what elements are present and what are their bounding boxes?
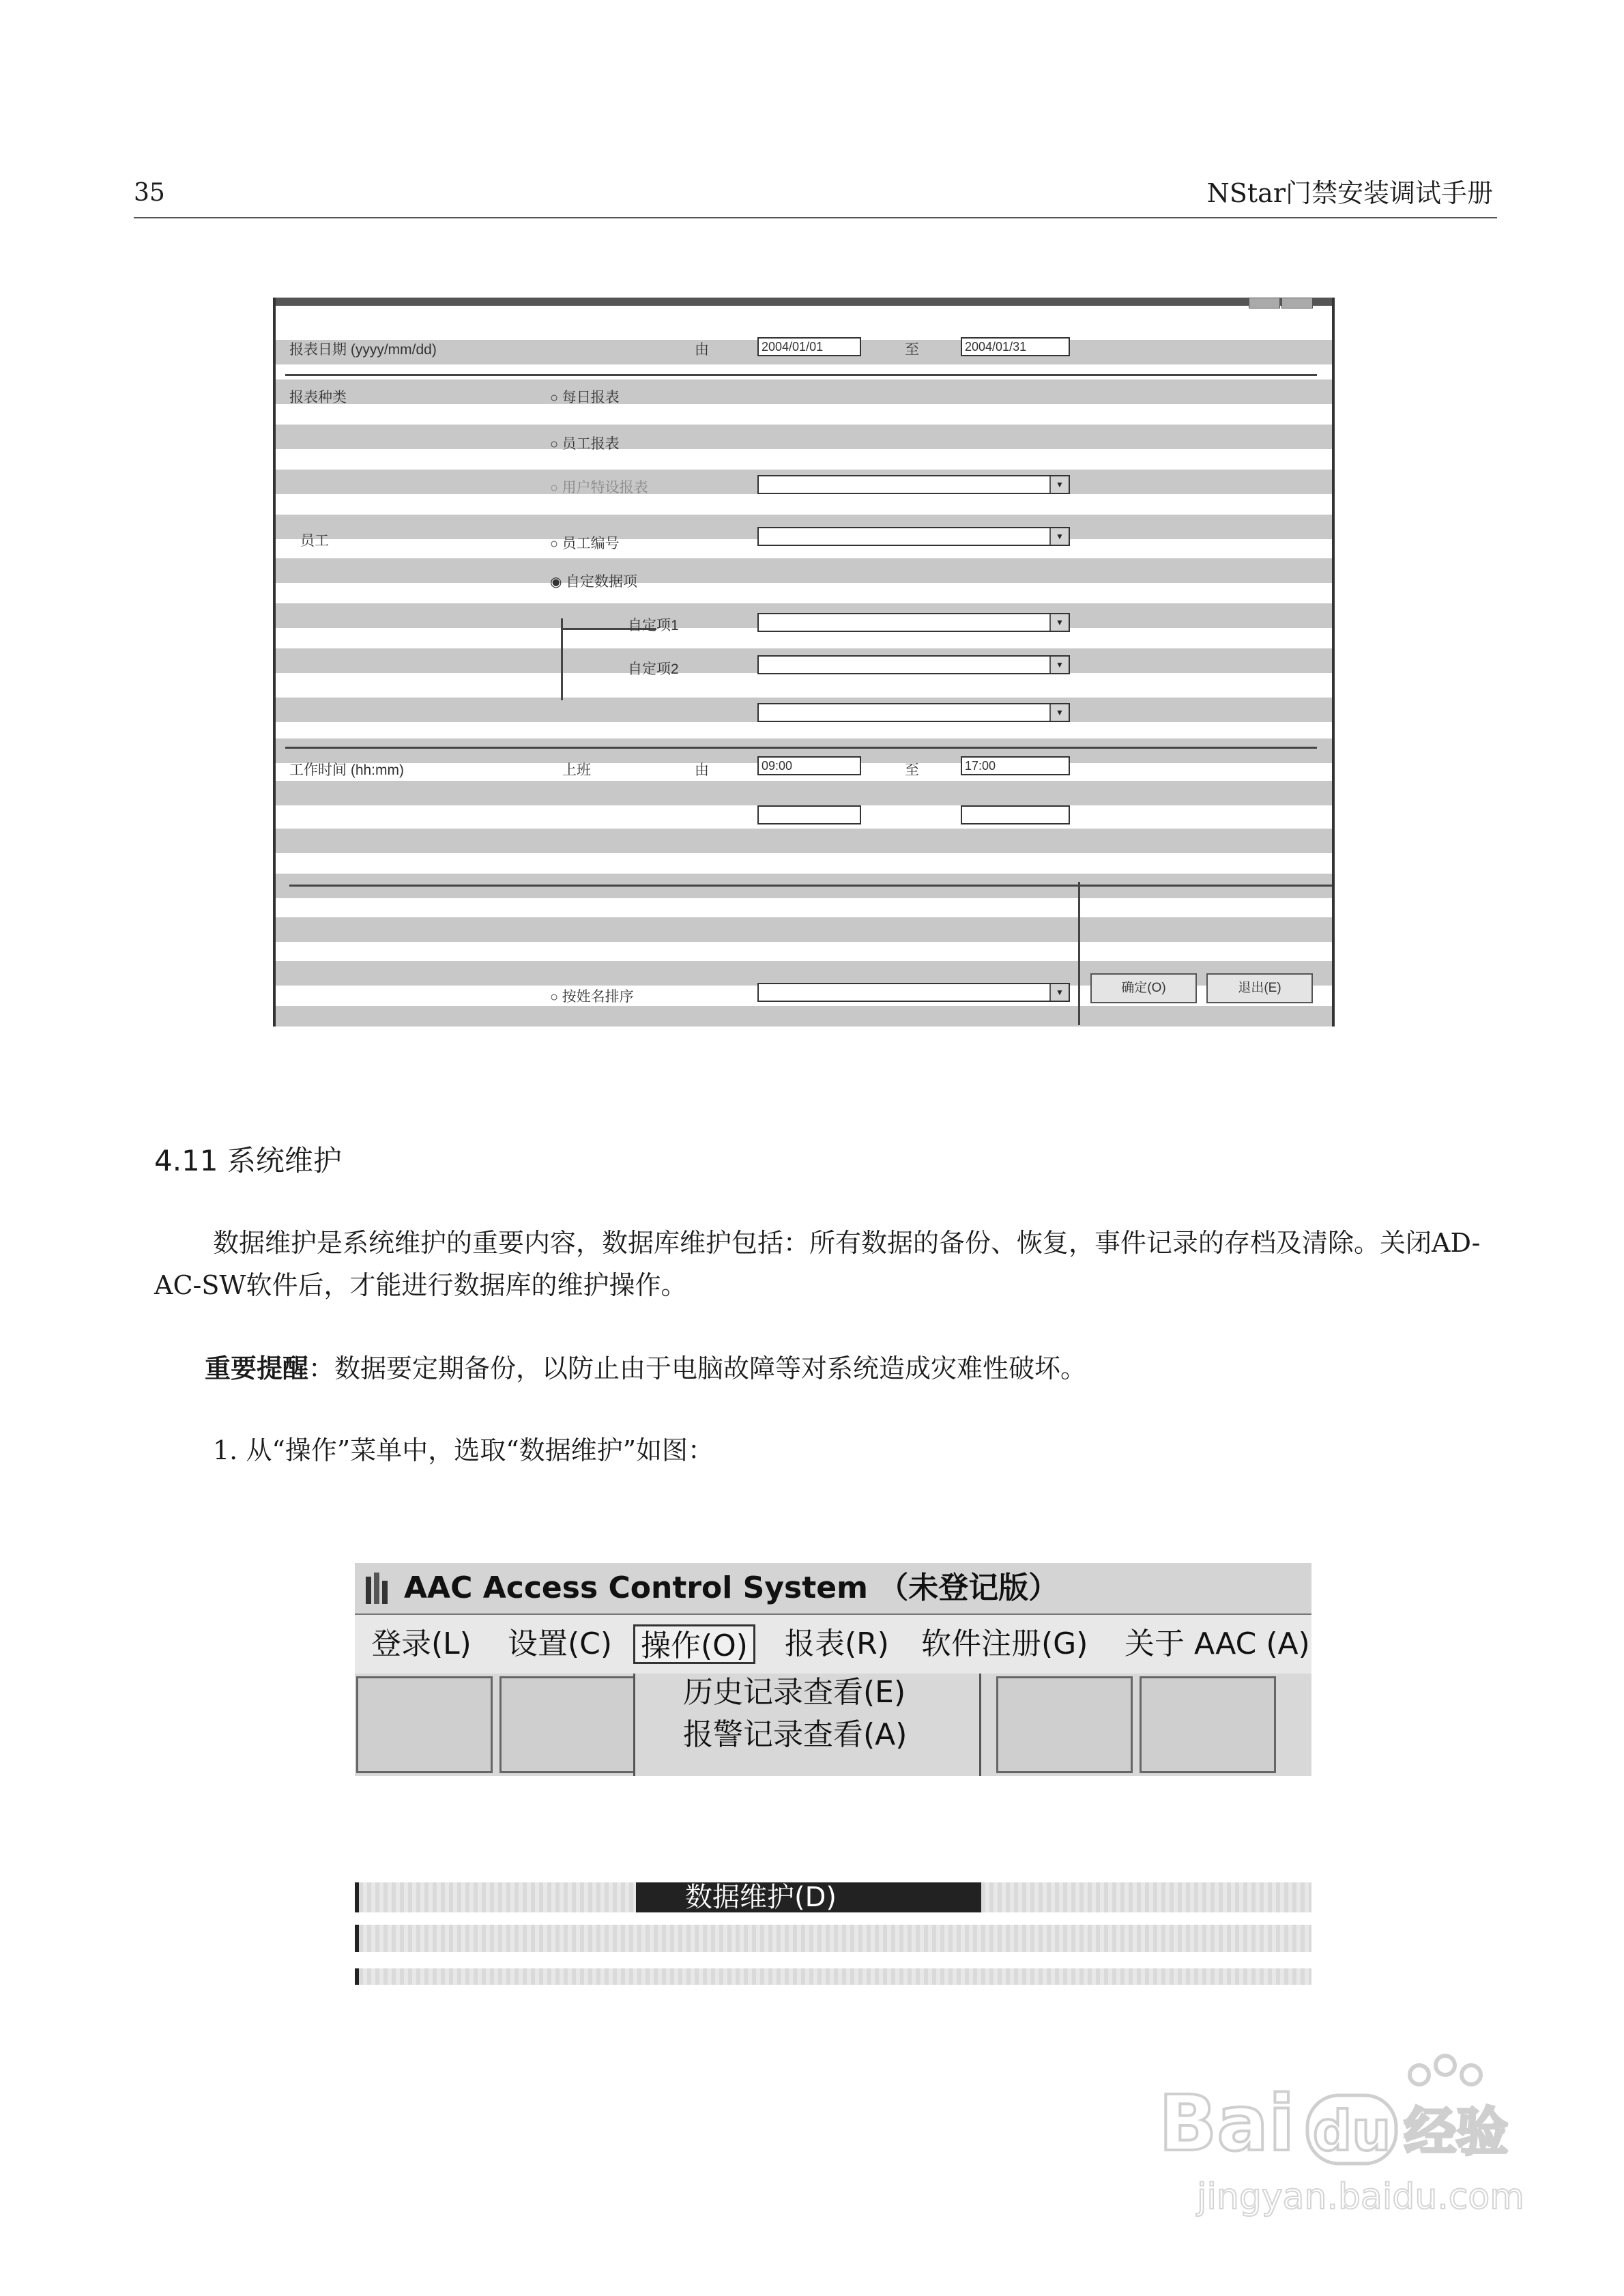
baidu-jingyan-watermark	[1152, 2048, 1534, 2225]
scan-stripe	[276, 1006, 1332, 1027]
chevron-down-icon: ▼	[1049, 476, 1069, 493]
window-title: AAC Access Control System （未登记版）	[404, 1570, 1059, 1605]
menu-registration[interactable]: 软件注册(G)	[921, 1626, 1088, 1661]
type-group-label: 报表种类	[289, 390, 347, 405]
svg-text:du: du	[1313, 2099, 1391, 2163]
scan-stripe	[276, 781, 1332, 805]
radio-icon: ○	[550, 390, 562, 405]
svg-text:jingyan.baidu.com: jingyan.baidu.com	[1197, 2177, 1524, 2218]
important-note	[205, 1347, 1488, 1390]
svg-text:Bai: Bai	[1159, 2080, 1295, 2168]
work-from-label: 由	[695, 762, 709, 778]
page-number: 35	[134, 179, 165, 207]
aac-menu-screenshot	[355, 1563, 1311, 1990]
note-text: ：数据要定期备份，以防止由于电脑故障等对系统造成灾难性破坏。	[308, 1353, 1087, 1383]
from-date-input[interactable]: 2004/01/01	[757, 337, 861, 356]
radio-icon: ○	[550, 536, 562, 551]
period-label: 报表日期 (yyyy/mm/dd)	[289, 342, 437, 358]
scan-gap	[355, 1776, 1311, 1882]
section-paragraph: 数据维护是系统维护的重要内容，数据库维护包括：所有数据的备份、恢复，事件记录的存档及清除。关闭AD-AC-SW软件后，才能进行数据库的维护操作。	[154, 1228, 1481, 1300]
operation-dropdown-menu	[633, 1674, 981, 1776]
menu-settings[interactable]: 设置(C)	[508, 1626, 613, 1661]
radio-icon: ○	[550, 480, 562, 496]
custom-field-1-label: 自定项1	[628, 618, 679, 633]
work-label: 上班	[562, 762, 591, 778]
custom-field-3-select[interactable]	[757, 703, 1070, 722]
work-to-input[interactable]: 17:00	[961, 756, 1070, 775]
tree-connector	[561, 618, 563, 700]
scan-band	[355, 1925, 1311, 1952]
exit-button[interactable]: 退出(E)	[1206, 973, 1313, 1003]
menu-about[interactable]: 关于 AAC (A)	[1125, 1626, 1310, 1661]
scan-stripe	[276, 917, 1332, 942]
menu-item-history[interactable]: 历史记录查看(E)	[683, 1675, 906, 1710]
scan-stripe	[276, 829, 1332, 853]
close-icon	[1281, 298, 1313, 308]
button-panel-divider	[1078, 882, 1080, 1025]
scan-stripe	[276, 425, 1332, 449]
note-label: 重要提醒	[205, 1353, 309, 1383]
menu-item-alarm[interactable]: 报警记录查看(A)	[683, 1717, 908, 1752]
extra-to-input[interactable]	[961, 805, 1070, 824]
to-date-input[interactable]: 2004/01/31	[961, 337, 1070, 356]
group-frame-line	[285, 374, 1317, 376]
sort-select[interactable]	[757, 983, 1070, 1002]
employee-label: 员工	[300, 533, 329, 549]
employee-no-select[interactable]	[757, 527, 1070, 546]
menu-operation[interactable]: 操作(O)	[633, 1624, 755, 1664]
scan-band	[355, 1968, 1311, 1985]
radio-selected-icon: ◉	[550, 575, 566, 590]
radio-icon: ○	[550, 437, 562, 452]
chevron-down-icon: ▼	[1049, 528, 1069, 545]
from-label: 由	[695, 342, 709, 358]
ok-button[interactable]: 确定(O)	[1090, 973, 1197, 1003]
menu-bar	[355, 1615, 1311, 1674]
scan-stripe	[276, 558, 1332, 583]
group-frame-line	[289, 885, 1335, 887]
radio-icon: ○	[550, 990, 562, 1005]
report-dialog-screenshot	[273, 298, 1335, 1027]
dialog-titlebar	[276, 298, 1332, 306]
custom-field-2-label: 自定项2	[628, 661, 679, 677]
alarm-toolbar-button[interactable]	[1140, 1676, 1276, 1773]
chevron-down-icon: ▼	[1049, 984, 1069, 1001]
custom-field-1-select[interactable]	[757, 613, 1070, 632]
app-tower-icon	[363, 1571, 390, 1605]
scan-stripe	[276, 379, 1332, 404]
step-1-text: 1. 从“操作”菜单中，选取“数据维护”如图：	[213, 1435, 714, 1465]
to-label: 至	[905, 342, 919, 358]
custom-report-select[interactable]	[757, 475, 1070, 494]
radio-sort-by-name[interactable]: ○ 按姓名排序	[550, 989, 634, 1005]
extra-from-input[interactable]	[757, 805, 861, 824]
work-to-label: 至	[905, 762, 919, 778]
chevron-down-icon: ▼	[1049, 657, 1069, 673]
custom-field-2-select[interactable]	[757, 655, 1070, 674]
work-from-input[interactable]: 09:00	[757, 756, 861, 775]
menu-item-data-maintenance[interactable]: 数据维护(D)	[636, 1882, 981, 1912]
window-titlebar	[355, 1563, 1311, 1616]
work-time-label: 工作时间 (hh:mm)	[289, 762, 404, 778]
radio-employee-no[interactable]: ○ 员工编号	[550, 536, 620, 551]
menu-login[interactable]: 登录(L)	[371, 1626, 472, 1661]
radio-custom-report[interactable]: ○ 用户特设报表	[550, 480, 648, 496]
minimize-icon	[1249, 298, 1280, 308]
login-toolbar-button[interactable]	[356, 1676, 493, 1773]
logout-toolbar-button[interactable]	[499, 1676, 636, 1773]
radio-employee-report[interactable]: ○ 员工报表	[550, 436, 620, 452]
radio-daily-report[interactable]: ○ 每日报表	[550, 390, 620, 405]
chevron-down-icon: ▼	[1049, 614, 1069, 631]
svg-text:经验: 经验	[1404, 2101, 1508, 2162]
group-frame-line	[285, 747, 1317, 749]
running-title: NStar门禁安装调试手册	[1206, 178, 1493, 208]
menu-report[interactable]: 报表(R)	[785, 1626, 889, 1661]
history-toolbar-button[interactable]	[996, 1676, 1133, 1773]
chevron-down-icon: ▼	[1049, 704, 1069, 721]
radio-custom-fields[interactable]: ◉ 自定数据项	[550, 574, 638, 590]
section-title: 4.11 系统维护	[154, 1144, 342, 1177]
header-rule	[134, 217, 1497, 218]
